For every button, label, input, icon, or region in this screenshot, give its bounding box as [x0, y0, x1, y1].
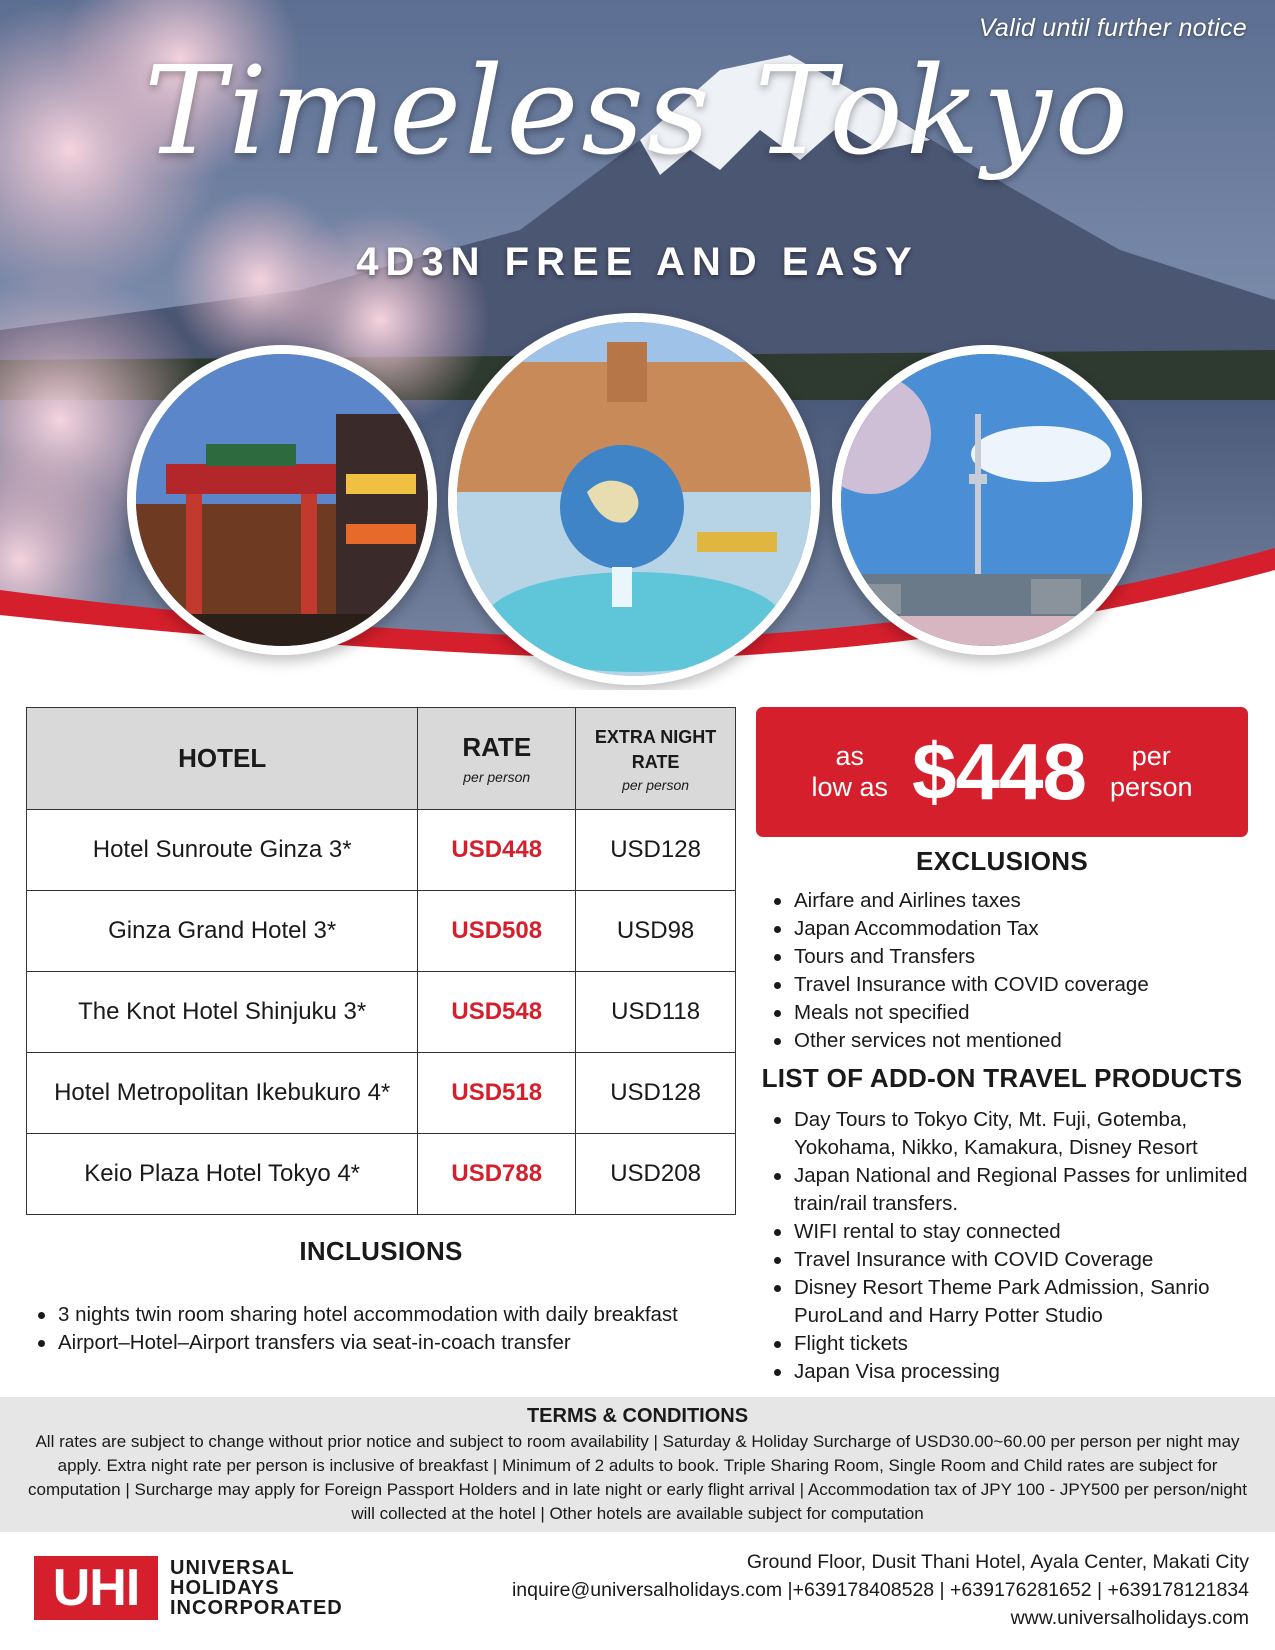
list-item: Meals not specified [768, 999, 1248, 1027]
list-item: Tours and Transfers [768, 943, 1248, 971]
contact-email-phones[interactable]: inquire@universalholidays.com |+639178408528 | +639176281652 | +639178121834 [511, 1579, 1249, 1601]
exclusions-list [756, 887, 1248, 1055]
price-suffix: per person [1109, 741, 1193, 802]
exclusions-section [756, 846, 1248, 1055]
inclusions-section [26, 1236, 736, 1357]
terms-title: TERMS & CONDITIONS [526, 1405, 749, 1427]
list-item: WIFI rental to stay connected [768, 1218, 1248, 1246]
rate-value: USD788 [418, 1134, 576, 1215]
hero-banner [0, 0, 1275, 690]
exclusions-title: EXCLUSIONS [915, 846, 1089, 876]
table-row [27, 1053, 736, 1134]
package-subtitle: 4D3N FREE AND EASY [356, 240, 919, 284]
table-row [27, 972, 736, 1053]
hotel-name: Hotel Sunroute Ginza 3* [27, 810, 418, 891]
column-header-hotel: HOTEL [27, 708, 418, 810]
column-header-extra-night: EXTRA NIGHT RATE per person [576, 708, 736, 810]
addons-section [756, 1063, 1248, 1386]
list-item: Travel Insurance with COVID coverage [768, 971, 1248, 999]
hotel-name: Keio Plaza Hotel Tokyo 4* [27, 1134, 418, 1215]
hotel-rates-table [26, 707, 736, 1215]
table-row [27, 1134, 736, 1215]
extra-night-rate: USD128 [576, 1053, 736, 1134]
validity-note: Valid until further notice [978, 14, 1247, 42]
photo-chinatown-gate [127, 345, 437, 655]
page-title: Timeless Tokyo [143, 40, 1132, 182]
rate-value: USD448 [418, 810, 576, 891]
list-item: Other services not mentioned [768, 1027, 1248, 1055]
starting-price-banner [756, 707, 1248, 837]
addons-list [756, 1106, 1248, 1386]
hotel-name: Hotel Metropolitan Ikebukuro 4* [27, 1053, 418, 1134]
price-prefix: as low as [811, 741, 888, 802]
extra-night-rate: USD98 [576, 891, 736, 972]
rate-value: USD548 [418, 972, 576, 1053]
terms-section [0, 1397, 1275, 1532]
inclusions-title: INCLUSIONS [299, 1236, 463, 1266]
list-item: Airfare and Airlines taxes [768, 887, 1248, 915]
list-item: Airport–Hotel–Airport transfers via seat-in-coach transfer [32, 1329, 736, 1357]
list-item: Japan National and Regional Passes for unlimited train/rail transfers. [768, 1162, 1248, 1218]
column-header-rate: RATE per person [418, 708, 576, 810]
list-item: Japan Visa processing [768, 1358, 1248, 1386]
company-logo [34, 1556, 343, 1620]
extra-night-rate: USD118 [576, 972, 736, 1053]
list-item: Disney Resort Theme Park Admission, Sanrio PuroLand and Harry Potter Studio [768, 1274, 1248, 1330]
office-address: Ground Floor, Dusit Thani Hotel, Ayala Center, Makati City [746, 1551, 1249, 1573]
extra-night-rate: USD208 [576, 1134, 736, 1215]
rate-value: USD508 [418, 891, 576, 972]
hotel-name: The Knot Hotel Shinjuku 3* [27, 972, 418, 1053]
table-row [27, 810, 736, 891]
list-item: Flight tickets [768, 1330, 1248, 1358]
rate-value: USD518 [418, 1053, 576, 1134]
logo-wordmark: UNIVERSAL HOLIDAYS INCORPORATED [170, 1557, 343, 1619]
extra-night-rate: USD128 [576, 810, 736, 891]
website-link[interactable]: www.universalholidays.com [1010, 1607, 1249, 1629]
logo-mark: UHI [34, 1556, 158, 1620]
list-item: Day Tours to Tokyo City, Mt. Fuji, Gotemba, Yokohama, Nikko, Kamakura, Disney Resort [768, 1106, 1248, 1162]
addons-title: LIST OF ADD-ON TRAVEL PRODUCTS [761, 1063, 1243, 1093]
hotel-name: Ginza Grand Hotel 3* [27, 891, 418, 972]
photo-disneysea-globe [448, 313, 820, 685]
table-row [27, 891, 736, 972]
list-item: Japan Accommodation Tax [768, 915, 1248, 943]
inclusions-list [26, 1301, 736, 1357]
table-header-row [27, 708, 736, 810]
photo-tokyo-skytree [832, 345, 1142, 655]
terms-body: All rates are subject to change without prior notice and subject to room availability | Saturday & Holiday Surcharge of USD30.00~60.00 per person per night may apply. Extra night rate per person is inclusive of breakfast | Minimum of 2 adults to book. Triple Sharing Room, Single Room and Child rates are subject for computation | Surcharge may apply for Foreign Passport Holders and in late night or early flight arrival | Accommodation tax of JPY 100 - JPY500 per person/night will collected at the hotel | Other hotels are available subject for computation [28, 1432, 1247, 1523]
contact-info [512, 1548, 1249, 1632]
list-item: 3 nights twin room sharing hotel accommodation with daily breakfast [32, 1301, 736, 1329]
price-amount: $448 [912, 727, 1086, 816]
list-item: Travel Insurance with COVID Coverage [768, 1246, 1248, 1274]
